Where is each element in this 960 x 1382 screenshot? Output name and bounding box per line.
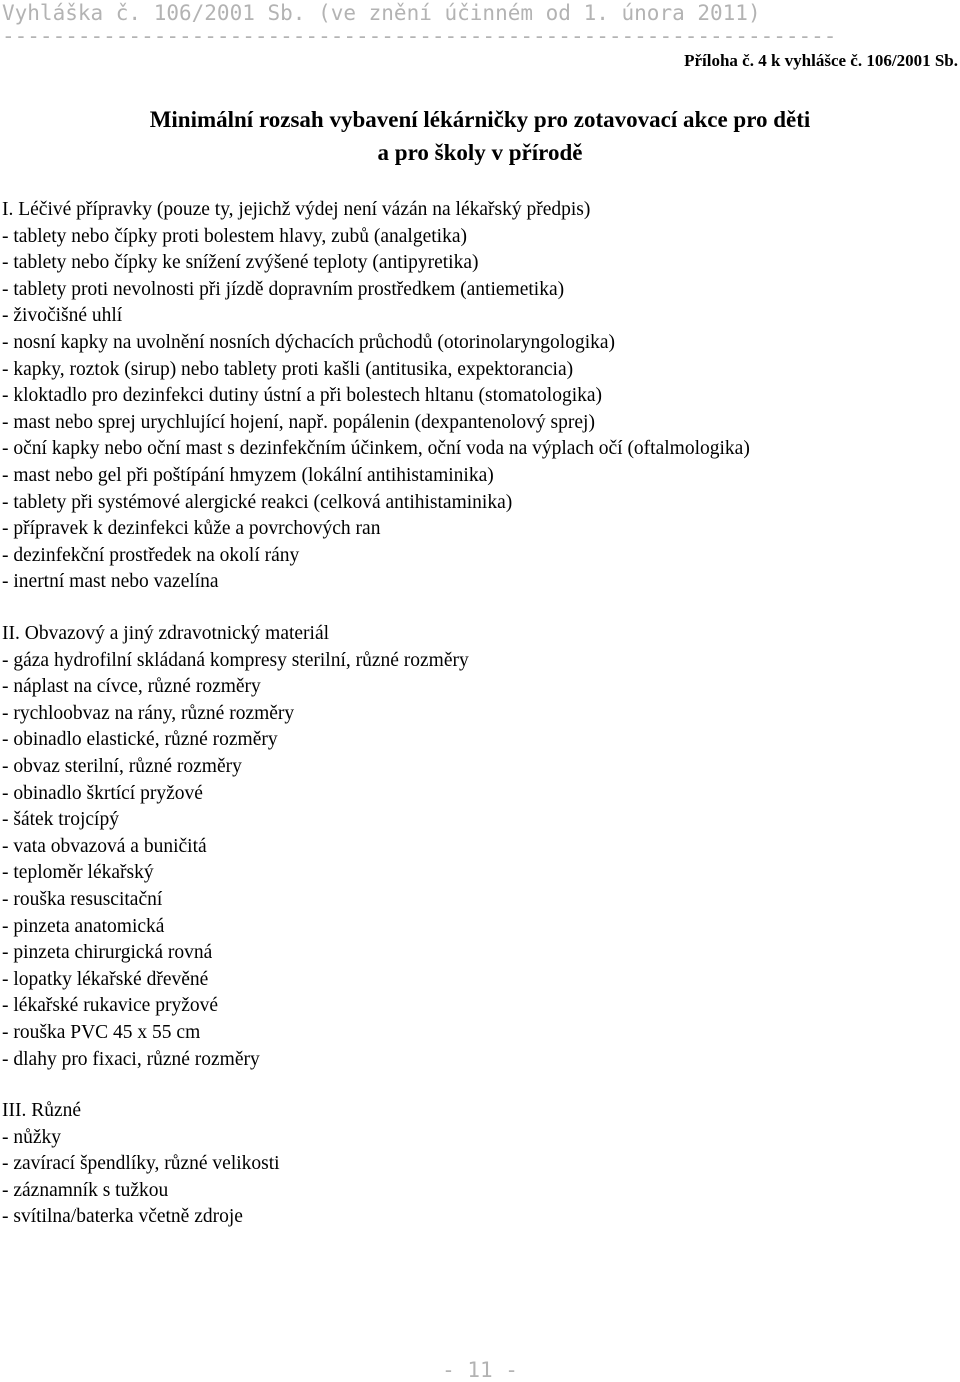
page-title-line-1: Minimální rozsah vybavení lékárničky pro zotavovací akce pro děti bbox=[149, 107, 811, 132]
page-number: - 11 - bbox=[442, 1358, 518, 1382]
list-item: - záznamník s tužkou bbox=[2, 1179, 169, 1201]
list-item: - kloktadlo pro dezinfekci dutiny ústní a při bolestech hltanu (stomatologika) bbox=[2, 385, 603, 407]
list-item: - inertní mast nebo vazelína bbox=[2, 571, 219, 593]
section-dressing-material bbox=[2, 621, 469, 1073]
list-item: - náplast na cívce, různé rozměry bbox=[2, 676, 261, 698]
list-item: - nosní kapky na uvolnění nosních dýchacích průchodů (otorinolaryngologika) bbox=[2, 331, 616, 353]
list-item: - tablety při systémové alergické reakci (celková antihistaminika) bbox=[2, 491, 513, 513]
list-item: - dlahy pro fixaci, různé rozměry bbox=[2, 1048, 260, 1070]
list-item: - šátek trojcípý bbox=[2, 809, 119, 831]
document-reference: Vyhláška č. 106/2001 Sb. (ve znění účinném od 1. února 2011) bbox=[2, 1, 761, 25]
list-item: - gáza hydrofilní skládaná kompresy sterilní, různé rozměry bbox=[2, 649, 469, 671]
list-item: - mast nebo sprej urychlující hojení, např. popálenin (dexpantenolový sprej) bbox=[2, 411, 595, 433]
list-item: - rouška PVC 45 x 55 cm bbox=[2, 1021, 201, 1043]
list-item: - tablety nebo čípky proti bolestem hlavy, zubů (analgetika) bbox=[2, 225, 467, 247]
list-item: - obinadlo elastické, různé rozměry bbox=[2, 729, 278, 751]
list-item: - pinzeta anatomická bbox=[2, 915, 165, 937]
section-heading: III. Různé bbox=[2, 1100, 82, 1121]
list-item: - rychloobvaz na rány, různé rozměry bbox=[2, 702, 295, 724]
page-title bbox=[0, 103, 960, 169]
list-item: - lopatky lékařské dřevěné bbox=[2, 968, 209, 990]
list-item: - živočišné uhlí bbox=[2, 305, 123, 327]
list-item: - lékařské rukavice pryžové bbox=[2, 995, 219, 1017]
list-item: - obinadlo škrtící pryžové bbox=[2, 782, 203, 804]
list-item: - rouška resuscitační bbox=[2, 888, 163, 910]
list-item: - dezinfekční prostředek na okolí rány bbox=[2, 544, 300, 566]
section-heading: II. Obvazový a jiný zdravotnický materiál bbox=[2, 623, 330, 644]
list-item: - zavírací špendlíky, různé velikosti bbox=[2, 1153, 280, 1175]
list-item: - pinzeta chirurgická rovná bbox=[2, 942, 213, 964]
list-item: - nůžky bbox=[2, 1126, 62, 1148]
list-item: - teploměr lékařský bbox=[2, 862, 154, 884]
list-item: - tablety nebo čípky ke snížení zvýšené teploty (antipyretika) bbox=[2, 252, 479, 274]
list-item: - svítilna/baterka včetně zdroje bbox=[2, 1206, 243, 1228]
list-item: - tablety proti nevolnosti při jízdě dopravním prostředkem (antiemetika) bbox=[2, 278, 565, 300]
section-heading: I. Léčivé přípravky (pouze ty, jejichž výdej není vázán na lékařský předpis) bbox=[2, 199, 591, 220]
section-miscellaneous bbox=[2, 1098, 280, 1231]
annex-label: Příloha č. 4 k vyhlášce č. 106/2001 Sb. bbox=[684, 51, 958, 70]
list-item: - přípravek k dezinfekci kůže a povrchových ran bbox=[2, 518, 381, 540]
list-item: - mast nebo gel při poštípání hmyzem (lokální antihistaminika) bbox=[2, 464, 494, 486]
header-divider: ------------------------------------------------------------------ bbox=[2, 24, 837, 48]
list-item: - oční kapky nebo oční mast s dezinfekčním účinkem, oční voda na výplach očí (oftalmologika) bbox=[2, 438, 750, 460]
page-title-line-2: a pro školy v přírodě bbox=[377, 140, 583, 165]
list-item: - obvaz sterilní, různé rozměry bbox=[2, 755, 242, 777]
list-item: - vata obvazová a buničitá bbox=[2, 835, 207, 857]
section-medicines bbox=[2, 197, 750, 596]
list-item: - kapky, roztok (sirup) nebo tablety proti kašli (antitusika, expektorancia) bbox=[2, 358, 574, 380]
